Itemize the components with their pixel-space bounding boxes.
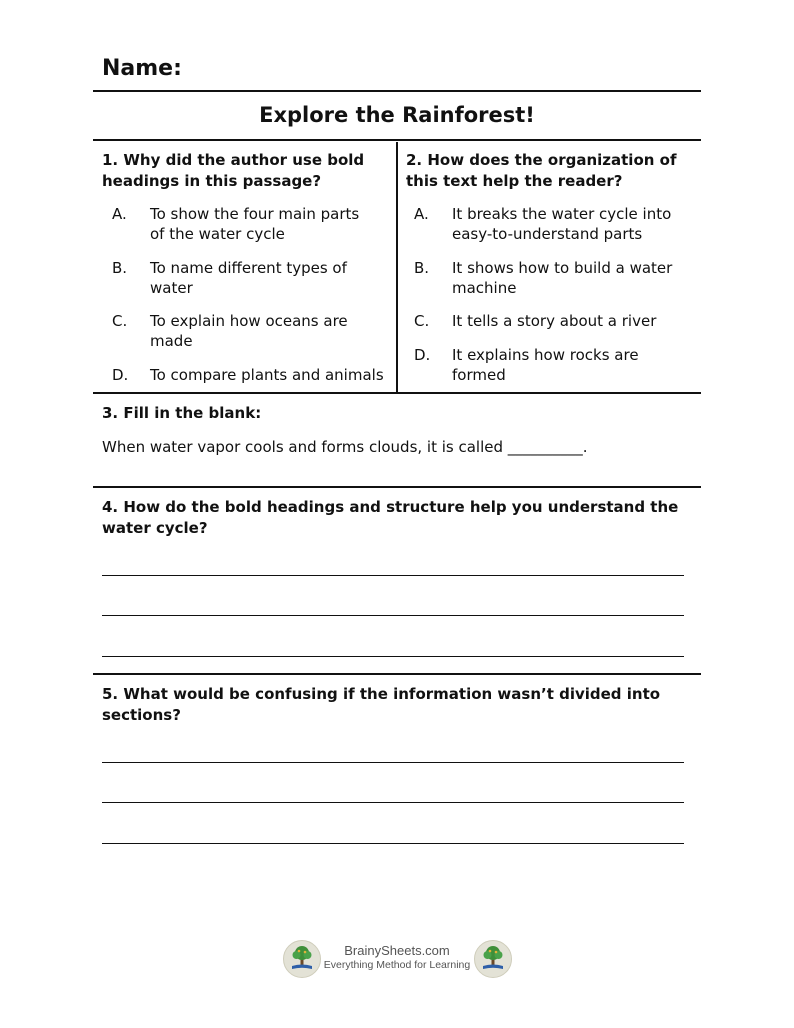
question-3-prompt: 3. Fill in the blank: bbox=[102, 404, 262, 422]
option-text: easy-to-understand parts bbox=[452, 225, 643, 243]
option-text: of the water cycle bbox=[150, 225, 285, 243]
question-2-line2: this text help the reader? bbox=[406, 172, 623, 190]
tree-book-logo-icon bbox=[283, 940, 321, 978]
answer-writing-line[interactable] bbox=[102, 615, 684, 616]
answer-writing-line[interactable] bbox=[102, 656, 684, 657]
question-1-line2: headings in this passage? bbox=[102, 172, 322, 190]
option-text: made bbox=[150, 332, 193, 350]
option-text: machine bbox=[452, 279, 517, 297]
answer-writing-line[interactable] bbox=[102, 843, 684, 844]
option-letter: B. bbox=[112, 259, 128, 277]
question-2-line1: 2. How does the organization of bbox=[406, 151, 677, 169]
option-text: It explains how rocks are bbox=[452, 346, 639, 364]
option-letter: B. bbox=[414, 259, 430, 277]
footer-branding bbox=[322, 943, 472, 971]
answer-writing-line[interactable] bbox=[102, 802, 684, 803]
option-letter: C. bbox=[414, 312, 430, 330]
footer bbox=[0, 940, 794, 980]
footer-site-name: BrainySheets.com bbox=[344, 943, 450, 958]
question-5-line2: sections? bbox=[102, 706, 181, 724]
question-5-line1: 5. What would be confusing if the information wasn’t divided into bbox=[102, 685, 661, 703]
name-underline bbox=[93, 90, 701, 92]
question-4-prompt bbox=[102, 497, 678, 539]
option-text: To explain how oceans are bbox=[150, 312, 348, 330]
question-5-prompt bbox=[102, 684, 660, 726]
section-divider bbox=[93, 673, 701, 675]
option-letter: D. bbox=[112, 366, 129, 384]
page-title: Explore the Rainforest! bbox=[259, 103, 535, 127]
option-text: water bbox=[150, 279, 193, 297]
question-4-line1: 4. How do the bold headings and structure help you understand the bbox=[102, 498, 679, 516]
question-4-line2: water cycle? bbox=[102, 519, 208, 537]
option-letter: D. bbox=[414, 346, 431, 364]
option-text: It tells a story about a river bbox=[452, 312, 657, 330]
answer-writing-line[interactable] bbox=[102, 762, 684, 763]
option-text: formed bbox=[452, 366, 506, 384]
fill-in-blank-sentence[interactable]: When water vapor cools and forms clouds, it is called __________. bbox=[102, 438, 588, 456]
title-divider bbox=[93, 139, 701, 141]
answer-writing-line[interactable] bbox=[102, 575, 684, 576]
option-text: To show the four main parts bbox=[150, 205, 360, 223]
option-text: It shows how to build a water bbox=[452, 259, 673, 277]
name-label: Name: bbox=[102, 56, 182, 81]
option-letter: C. bbox=[112, 312, 128, 330]
option-text: It breaks the water cycle into bbox=[452, 205, 672, 223]
footer-tagline: Everything Method for Learning bbox=[323, 959, 471, 971]
option-letter: A. bbox=[414, 205, 429, 223]
option-text: To name different types of bbox=[150, 259, 347, 277]
tree-book-logo-icon bbox=[474, 940, 512, 978]
question-2-prompt bbox=[406, 150, 677, 192]
question-1-prompt bbox=[102, 150, 364, 192]
option-text: To compare plants and animals bbox=[150, 366, 384, 384]
option-letter: A. bbox=[112, 205, 127, 223]
section-divider bbox=[93, 486, 701, 488]
question-1-line1: 1. Why did the author use bold bbox=[102, 151, 365, 169]
column-divider bbox=[396, 142, 398, 393]
section-divider bbox=[93, 392, 701, 394]
